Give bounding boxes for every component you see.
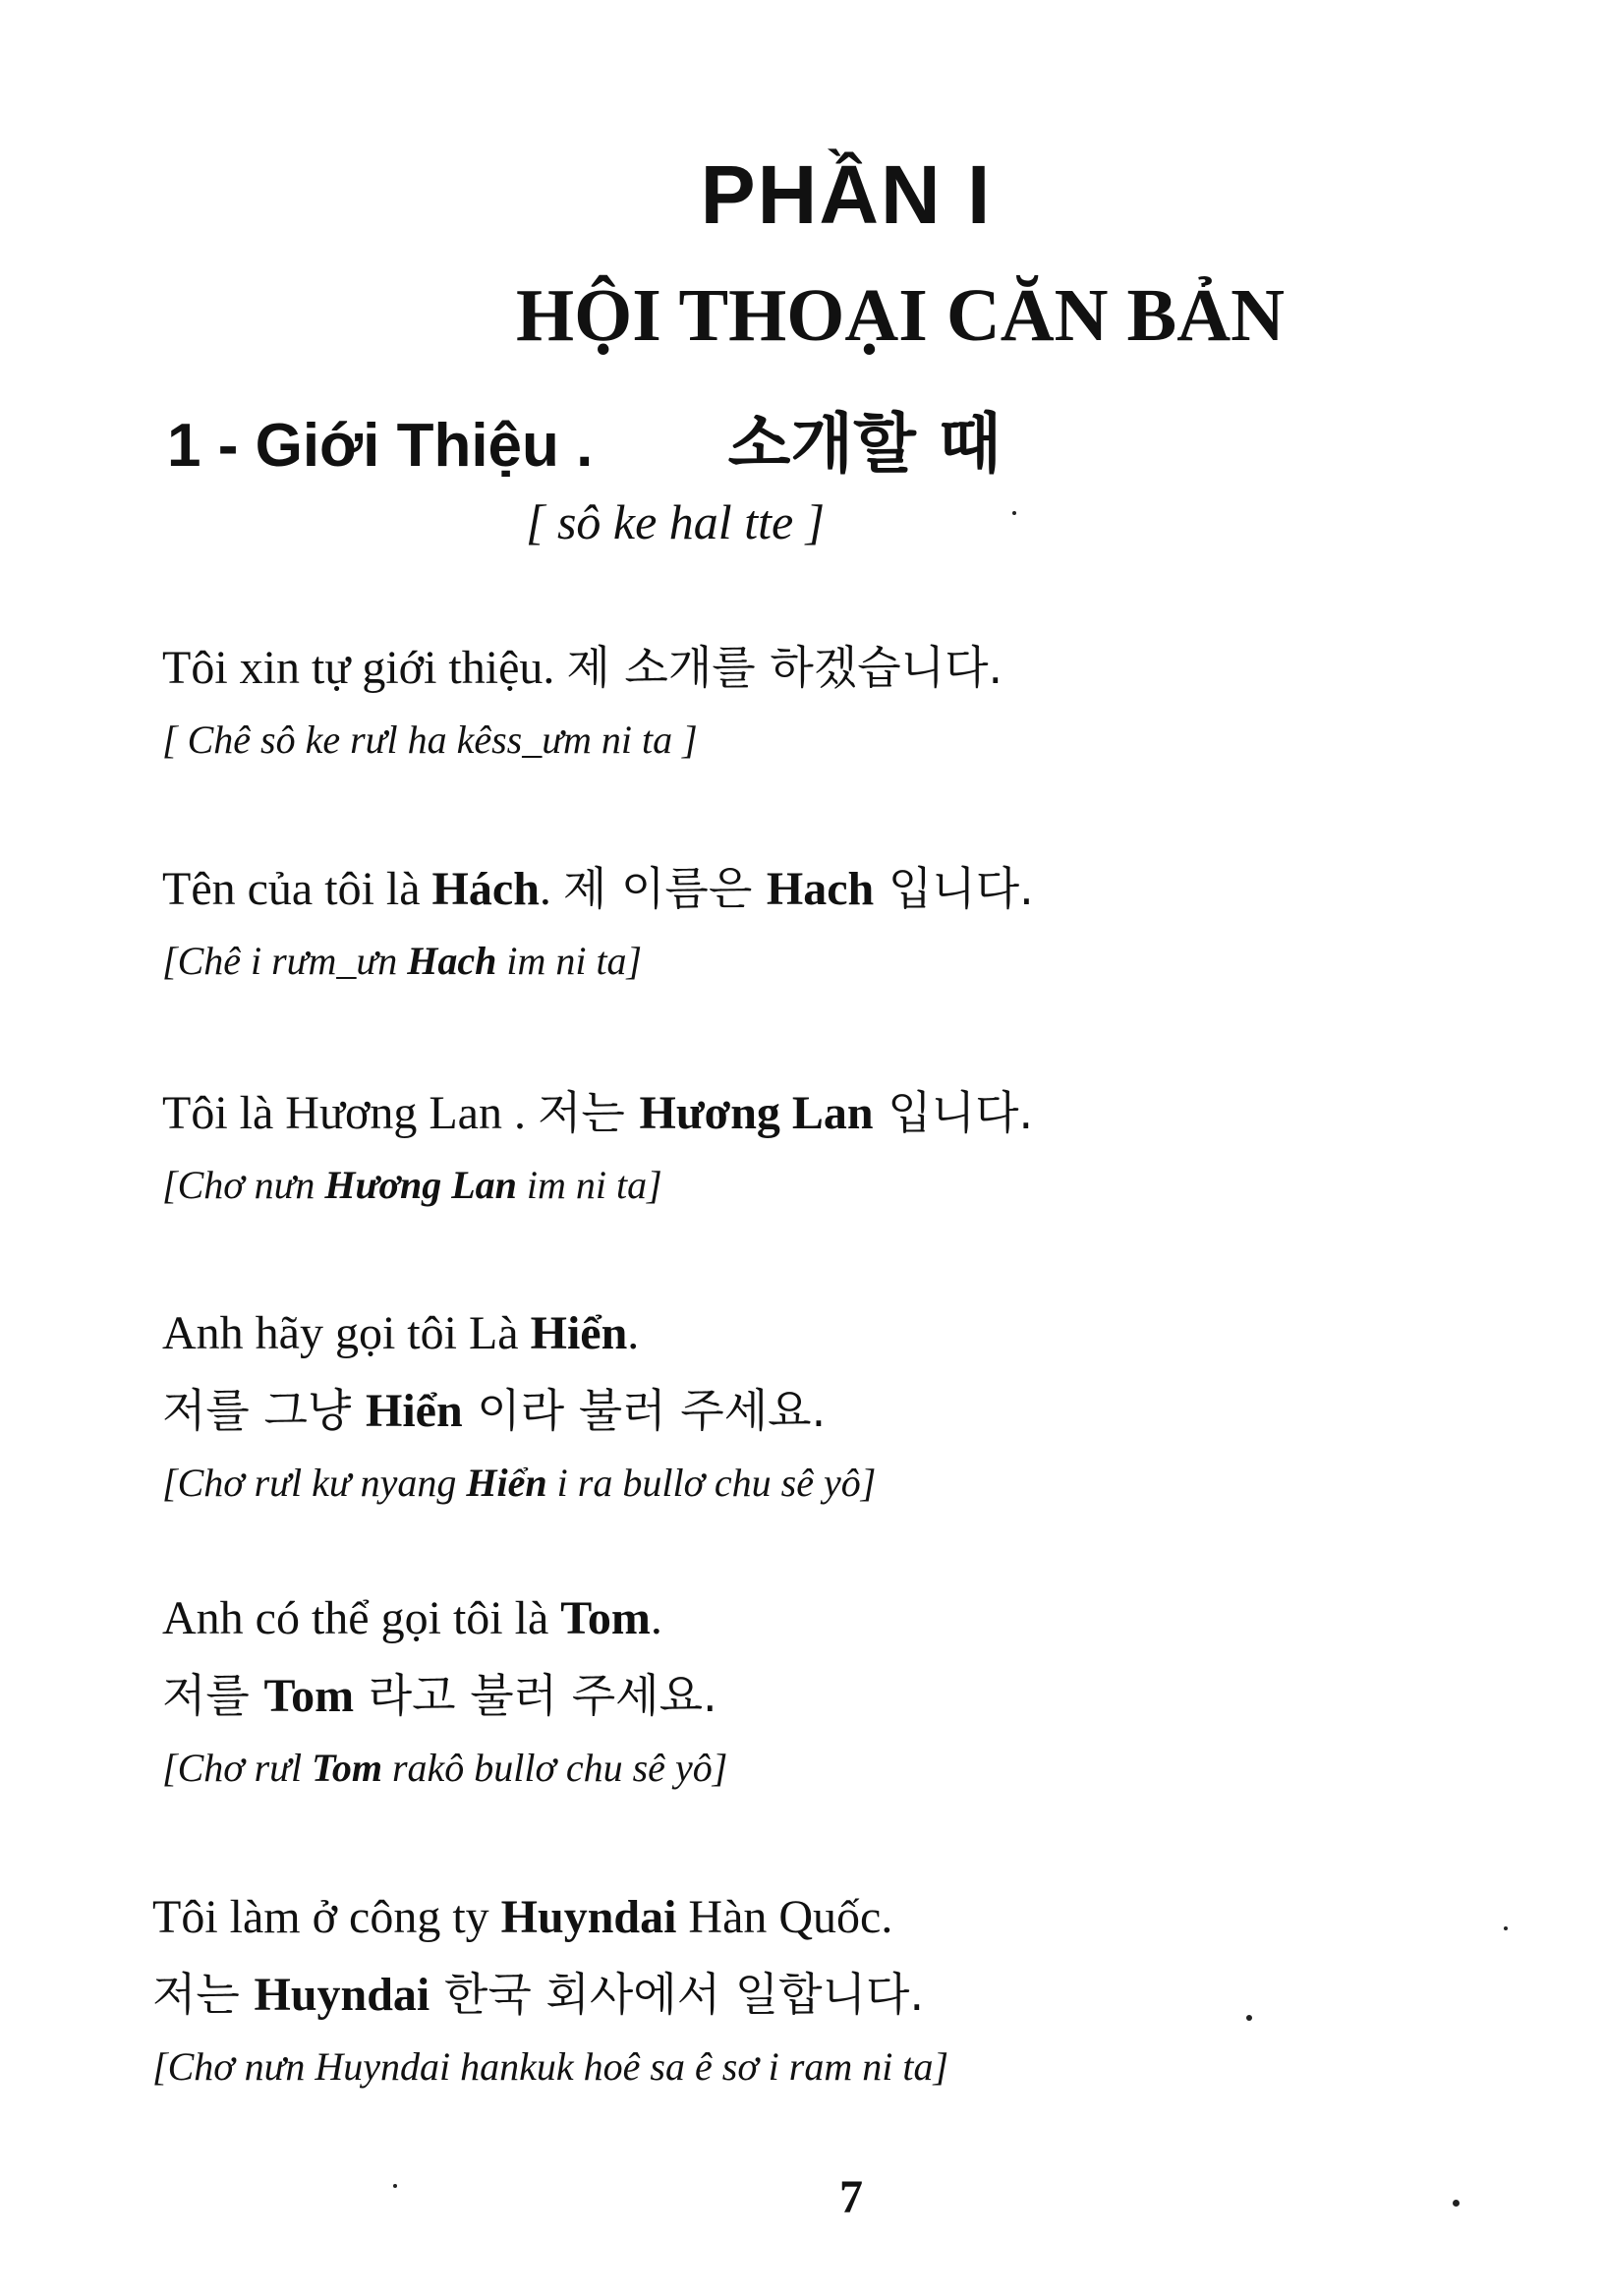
pronunciation-end: im ni ta] [516,1163,662,1207]
vietnamese-text-end: Hàn Quốc. [676,1891,893,1943]
vietnamese-text: Tôi làm ở công ty [152,1891,501,1943]
vietnamese-text: Anh có thể gọi tôi là [162,1592,561,1644]
vietnamese-punct: . [627,1307,640,1359]
vietnamese-text: Tôi là Hương Lan . [162,1087,526,1139]
phrase-line-ko [162,1372,876,1450]
phrase-line [162,1074,1033,1152]
pronunciation-start: [Chơ nưn [162,1163,325,1207]
korean-name: Hach [766,863,875,915]
vietnamese-text: Anh hãy gọi tôi Là [162,1307,531,1359]
korean-name: Hiển [366,1385,463,1437]
pronunciation [162,1454,876,1513]
scan-speck [1453,2200,1460,2207]
vietnamese-name: Hách [431,863,540,915]
phrase-line-ko [152,1956,948,2034]
vietnamese-punct: . [650,1592,662,1644]
korean-text: 제 소개를 하겠습니다. [566,641,1003,694]
korean-text: 저는 [152,1968,255,2021]
section-title: HỘI THOẠI CĂN BẢN [516,274,1285,357]
scan-speck [1012,511,1016,515]
pronunciation-name: Hiển [466,1461,547,1505]
pronunciation-start: [Chê i rưm_ưn [162,939,408,983]
phrase-entry [162,629,1002,770]
phrase-entry [152,1879,948,2096]
phrase-entry [162,1074,1033,1215]
korean-name: Tom [263,1670,355,1722]
korean-name: Huyndai [254,1969,430,2021]
korean-name: Hương Lan [639,1087,874,1139]
pronunciation-name: Tom [312,1746,382,1790]
page-number: 7 [839,2171,863,2223]
pronunciation-end: im ni ta] [496,939,643,983]
vietnamese-name: Hiển [530,1307,628,1359]
vietnamese-text: Tên của tôi là [162,863,432,915]
phrase-entry [162,850,1034,991]
phrase-entry [162,1580,727,1798]
pronunciation [162,1156,1033,1215]
korean-text-end: 이라 불러 주세요. [462,1384,827,1437]
lesson-title-korean: 소개할 때 [727,406,1002,482]
vietnamese-punct: . [539,863,551,915]
pronunciation: [Chơ nưn Huyndai hankuk hoê sa ê sơ i ram ni ta] [152,2044,949,2089]
korean-text: 제 이름은 [562,862,767,915]
pronunciation-end: i ra bullơ chu sê yô] [546,1461,877,1505]
vietnamese-name: Huyndai [500,1891,677,1943]
phrase-line [162,629,1002,707]
phrase-line [162,850,1034,928]
pronunciation-start: [Chơ rưl [162,1746,313,1790]
korean-text-end: 한국 회사에서 일합니다. [430,1968,925,2021]
lesson-heading [167,391,1002,485]
pronunciation-start: [Chơ rưl kư nyang [162,1461,467,1505]
korean-text: 저는 [537,1086,640,1139]
pronunciation [162,932,1034,991]
pronunciation: [ Chê sô ke rưl ha kêss_ưm ni ta ] [162,718,698,762]
korean-text: 저를 그냥 [162,1384,366,1437]
korean-text-end: 입니다. [874,862,1034,915]
part-title: PHẦN I [700,148,993,241]
phrase-line-ko [162,1657,727,1735]
phrase-line-vi [162,1580,727,1657]
vietnamese-name: Tom [560,1592,651,1644]
pronunciation-name: Hương Lan [324,1163,517,1207]
phrase-line-vi [152,1879,948,1956]
scan-speck [393,2184,397,2188]
vietnamese-text: Tôi xin tự giới thiệu. [162,642,555,694]
scan-speck [1504,1926,1508,1930]
pronunciation [162,1739,727,1798]
pronunciation-end: rakô bullơ chu sê yô] [381,1746,728,1790]
korean-text-end: 라고 불러 주세요. [354,1669,717,1722]
lesson-number: 1 - [167,412,239,480]
lesson-pronunciation: [ sô ke hal tte ] [526,494,826,549]
phrase-line-vi [162,1295,876,1372]
pronunciation-name: Hach [407,939,497,983]
scan-speck [1246,2015,1252,2021]
lesson-title-text: Giới Thiệu . [255,412,594,480]
korean-text-end: 입니다. [873,1086,1034,1139]
phrase-entry [162,1295,876,1513]
korean-text: 저를 [162,1669,264,1722]
